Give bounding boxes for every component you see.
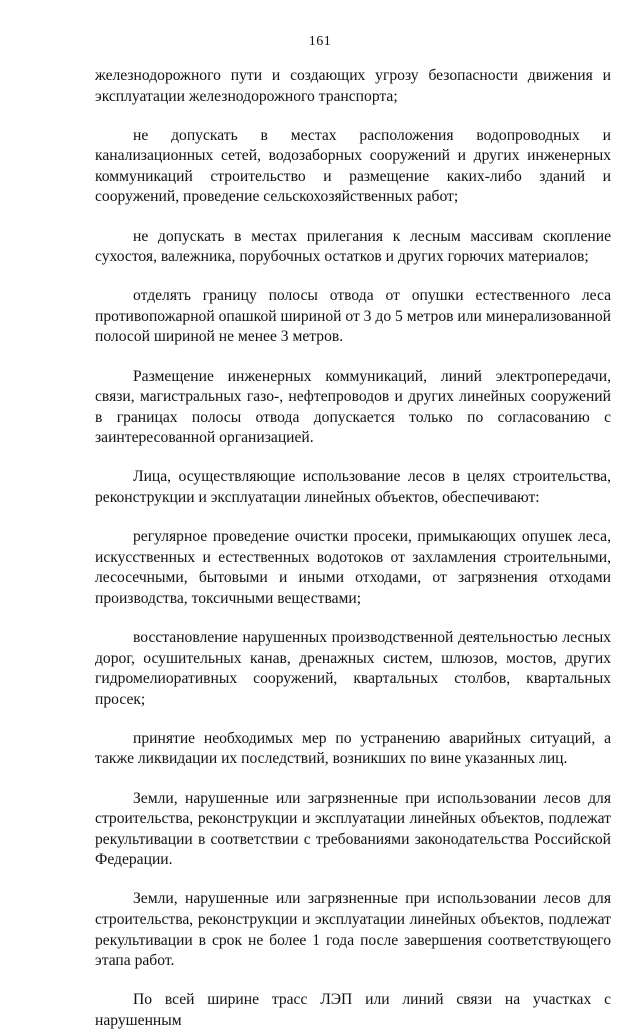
paragraph-8: восстановление нарушенных производственной деятельностью лесных дорог, осушительных канав, дренажных систем, шлюзов, мостов, других гидромелиоративных сооружений, квартальных столбов, квартальных просек; bbox=[95, 628, 611, 708]
paragraph-2: не допускать в местах расположения водопроводных и канализационных сетей, водозаборных сооружений и других инженерных коммуникаций строительство и размещение каких-либо зданий и сооружений, проведение сельскохозяйственных работ; bbox=[95, 126, 611, 206]
paragraph-10: Земли, нарушенные или загрязненные при использовании лесов для строительства, реконструкции и эксплуатации линейных объектов, подлежат рекультивации в соответствии с требованиями законодательства Российской Федерации. bbox=[95, 789, 611, 869]
paragraph-5: Размещение инженерных коммуникаций, линий электропередачи, связи, магистральных газо-, нефтепроводов и других линейных сооружений в границах полосы отвода допускается только по согласованию с заинтересованной организацией. bbox=[95, 367, 611, 447]
paragraph-6: Лица, осуществляющие использование лесов в целях строительства, реконструкции и эксплуатации линейных объектов, обеспечивают: bbox=[95, 468, 611, 506]
paragraph-3: не допускать в местах прилегания к лесным массивам скопление сухостоя, валежника, порубочных остатков и других горючих материалов; bbox=[95, 227, 611, 266]
paragraph-11: Земли, нарушенные или загрязненные при использовании лесов для строительства, реконструкции и эксплуатации линейных объектов, подлежат рекультивации в срок не более 1 года после завершения соответствующего этапа работ. bbox=[95, 890, 611, 970]
paragraph-4: отделять границу полосы отвода от опушки естественного леса противопожарной опашкой шириной от 3 до 5 метров или минерализованной полосой шириной не менее 3 метров. bbox=[95, 287, 611, 346]
document-body bbox=[95, 66, 611, 1031]
paragraph-7: регулярное проведение очистки просеки, примыкающих опушек леса, искусственных и естественных водотоков от захламления строительными, лесосечными, бытовыми и иными отходами, от загрязнения отходами производства, токсичными веществами; bbox=[95, 528, 611, 607]
paragraph-1: железнодорожного пути и создающих угрозу безопасности движения и эксплуатации железнодорожного транспорта; bbox=[95, 67, 611, 105]
paragraph-12: По всей ширине трасс ЛЭП или линий связи на участках с нарушенным bbox=[95, 991, 611, 1029]
paragraph-9: принятие необходимых мер по устранению аварийных ситуаций, а также ликвидации их последствий, возникших по вине указанных лиц. bbox=[95, 729, 611, 768]
page-number: 161 bbox=[308, 34, 332, 49]
